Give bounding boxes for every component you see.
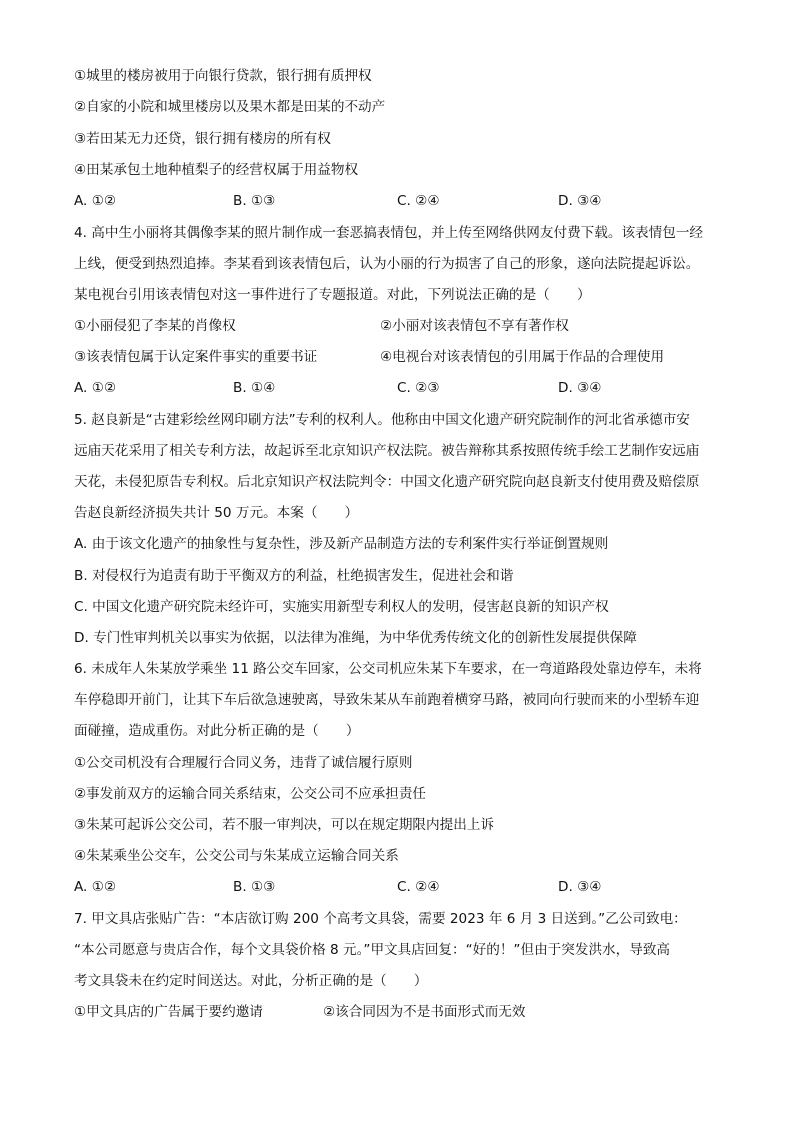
q5-option-c: C. 中国文化遗产研究院未经许可，实施实用新型专利权人的发明，侵害赵良新的知识产权: [74, 599, 609, 615]
q4-stem-line-3: 某电视台引用该表情包对这一事件进行了专题报道。对此，下列说法正确的是（ ）: [74, 287, 591, 303]
q3-option-c: C. ②④: [397, 193, 440, 209]
q4-option-c: C. ②③: [397, 380, 440, 396]
q5-stem-line-4: 告赵良新经济损失共计 50 万元。本案（ ）: [74, 505, 359, 521]
q4-stem-line-1: 4. 高中生小丽将其偶像李某的照片制作成一套恶搞表情包，并上传至网络供网友付费下载。该表情包一经: [74, 225, 704, 241]
q5-stem-line-3: 天花，未侵犯原告专利权。后北京知识产权法院判令：中国文化遗产研究院向赵良新支付使用费及赔偿原: [74, 474, 700, 490]
q5-option-b: B. 对侵权行为追责有助于平衡双方的利益，杜绝损害发生，促进社会和谐: [74, 568, 514, 584]
q6-stem-line-1: 6. 未成年人朱某放学乘坐 11 路公交车回家，公交司机应朱某下车要求，在一弯道路段处靠边停车，未将: [74, 661, 702, 677]
q7-statement-2: ②该合同因为不是书面形式而无效: [323, 1004, 526, 1020]
q4-statement-2: ②小丽对该表情包不享有著作权: [380, 318, 569, 334]
q4-option-b: B. ①④: [233, 380, 276, 396]
q6-option-d: D. ③④: [558, 879, 602, 895]
q6-statement-2: ②事发前双方的运输合同关系结束，公交公司不应承担责任: [74, 786, 427, 802]
q4-option-a: A. ①②: [74, 380, 117, 396]
q4-option-d: D. ③④: [558, 380, 602, 396]
q3-option-b: B. ①③: [233, 193, 276, 209]
q6-option-b: B. ①③: [233, 879, 276, 895]
q7-stem-line-2: “本公司愿意与贵店合作，每个文具袋价格 8 元。”甲文具店回复：“好的！”但由于突发洪水，导致高: [74, 942, 671, 958]
q3-statement-1: ①城里的楼房被用于向银行贷款，银行拥有质押权: [74, 68, 372, 84]
q7-statement-1: ①甲文具店的广告属于要约邀请: [74, 1004, 263, 1020]
q3-statement-3: ③若田某无力还贷，银行拥有楼房的所有权: [74, 131, 331, 147]
q6-statement-3: ③朱某可起诉公交公司，若不服一审判决，可以在规定期限内提出上诉: [74, 817, 494, 833]
q3-statement-2: ②自家的小院和城里楼房以及果木都是田某的不动产: [74, 99, 386, 115]
q6-option-c: C. ②④: [397, 879, 440, 895]
q3-option-d: D. ③④: [558, 193, 602, 209]
q3-option-a: A. ①②: [74, 193, 117, 209]
q5-stem-line-1: 5. 赵良新是“古建彩绘丝网印刷方法”专利的权利人。他称由中国文化遗产研究院制作的河北省承德市安: [74, 412, 690, 428]
q7-stem-line-3: 考文具袋未在约定时间送达。对此，分析正确的是（ ）: [74, 973, 428, 989]
q4-statement-3: ③该表情包属于认定案件事实的重要书证: [74, 349, 318, 365]
q5-option-a: A. 由于该文化遗产的抽象性与复杂性，涉及新产品制造方法的专利案件实行举证倒置规则: [74, 536, 609, 552]
q4-statement-1: ①小丽侵犯了李某的肖像权: [74, 318, 236, 334]
q6-stem-line-3: 面碰撞，造成重伤。对此分析正确的是（ ）: [74, 723, 360, 739]
q6-statement-4: ④朱某乘坐公交车，公交公司与朱某成立运输合同关系: [74, 848, 399, 864]
q4-statement-4: ④电视台对该表情包的引用属于作品的合理使用: [380, 349, 665, 365]
q5-stem-line-2: 远庙天花采用了相关专利方法，故起诉至北京知识产权法院。被告辩称其系按照传统手绘工艺制作安远庙: [74, 443, 700, 459]
q4-stem-line-2: 上线，便受到热烈追捧。李某看到该表情包后，认为小丽的行为损害了自己的形象，遂向法院提起诉讼。: [74, 256, 700, 272]
q7-stem-line-1: 7. 甲文具店张贴广告：“本店欲订购 200 个高考文具袋，需要 2023 年 6 月 3 日送到。”乙公司致电：: [74, 911, 687, 927]
q6-statement-1: ①公交司机没有合理履行合同义务，违背了诚信履行原则: [74, 755, 413, 771]
q3-statement-4: ④田某承包土地种植梨子的经营权属于用益物权: [74, 162, 359, 178]
q6-option-a: A. ①②: [74, 879, 117, 895]
q6-stem-line-2: 车停稳即开前门，让其下车后欲急速驶离，导致朱某从车前跑着横穿马路，被同向行驶而来的小型轿车迎: [74, 692, 700, 708]
q5-option-d: D. 专门性审判机关以事实为依据，以法律为准绳，为中华优秀传统文化的创新性发展提供保障: [74, 630, 637, 646]
